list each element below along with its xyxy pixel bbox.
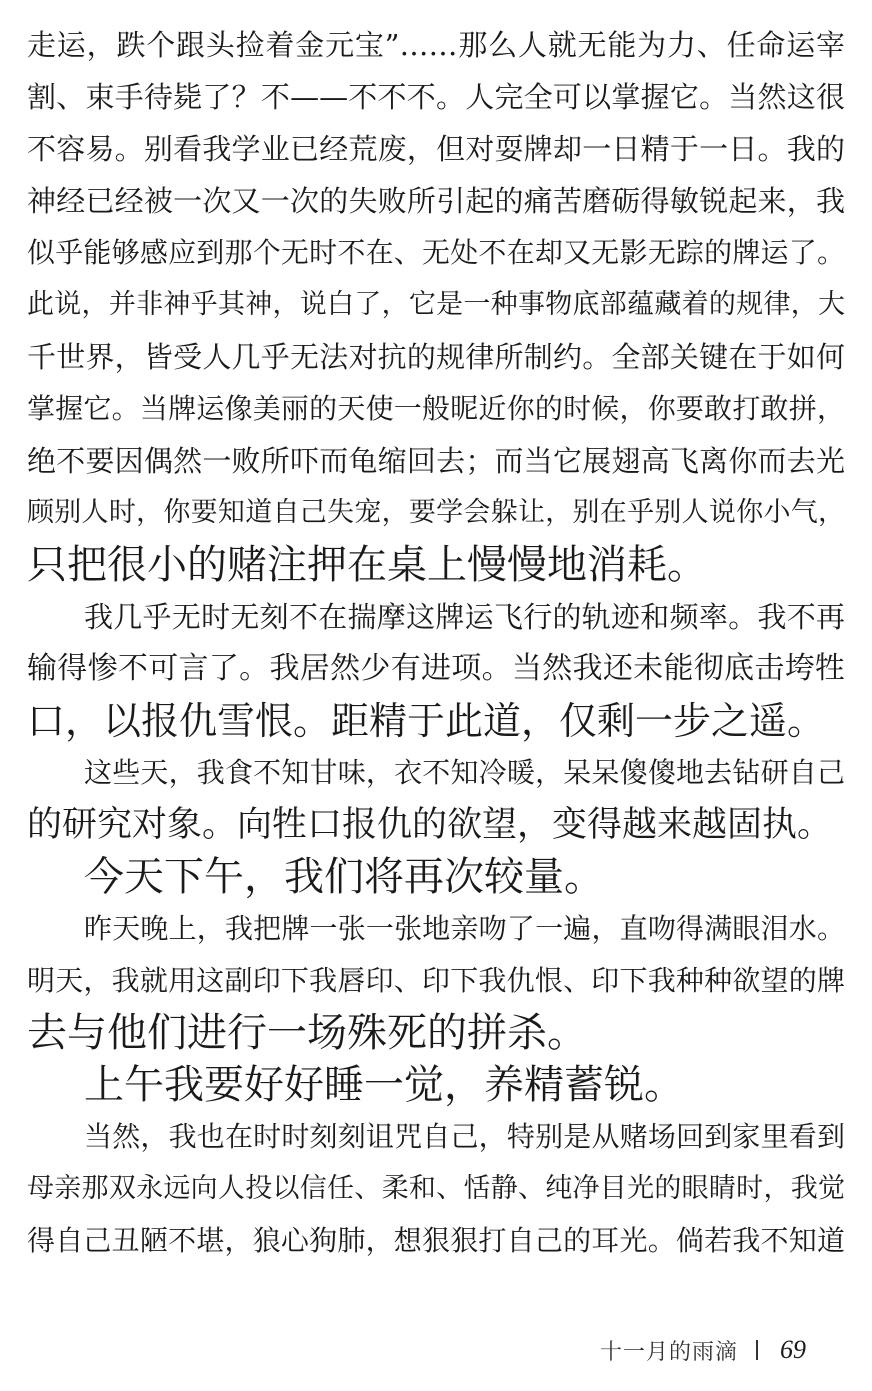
text-line: 此说，并非神乎其神，说白了，它是一种事物底部蕴藏着的规律，大 [27, 289, 845, 320]
paragraph-start-line: 这些天，我食不知甘味，衣不知冷暖，呆呆傻傻地去钻研自己 [84, 756, 845, 789]
text-line: 顾别人时，你要知道自己失宠，要学会躲让，别在乎别人说你小气， [27, 497, 845, 528]
text-line: 神经已经被一次又一次的失败所引起的痛苦磨砺得敏锐起来，我 [27, 184, 845, 218]
paragraph-start-line: 今天下午，我们将再次较量。 [84, 854, 604, 900]
text-line: 走运，跌个跟头捡着金元宝”……那么人就无能为力、任命运宰 [27, 28, 845, 62]
text-line: 千世界，皆受人几乎无法对抗的规律所制约。全部关键在于如何 [27, 340, 845, 374]
paragraph-start-line: 我几乎无时无刻不在揣摩这牌运飞行的轨迹和频率。我不再 [84, 600, 845, 634]
text-line: 明天，我就用这副印下我唇印、印下我仇恨、印下我种种欲望的牌 [27, 964, 845, 997]
text-line: 的研究对象。向牲口报仇的欲望，变得越来越固执。 [27, 805, 833, 845]
text-line: 去与他们进行一场殊死的拼杀。 [27, 1010, 587, 1056]
text-line: 母亲那双永远向人投以信任、柔和、恬静、纯净目光的眼睛时，我觉 [27, 1173, 845, 1204]
text-line: 口，以报仇雪恨。距精于此道，仅剩一步之遥。 [27, 699, 826, 743]
text-line: 掌握它。当牌运像美丽的天使一般昵近你的时候，你要敢打敢拼， [27, 392, 845, 425]
paragraph-start-line: 当然，我也在时时刻刻诅咒自己，特别是从赌场回到家里看到 [84, 1120, 845, 1153]
footer-separator [756, 1340, 758, 1360]
text-line: 输得惨不可言了。我居然少有进项。当然我还未能彻底击垮牲 [27, 651, 845, 686]
text-line: 得自己丑陋不堪，狼心狗肺，想狠狠打自己的耳光。倘若我不知道 [27, 1224, 845, 1257]
text-line: 只把很小的赌注押在桌上慢慢地消耗。 [27, 542, 707, 588]
page-footer [600, 1332, 806, 1368]
paragraph-start-line: 昨天晚上，我把牌一张一张地亲吻了一遍，直吻得满眼泪水。 [84, 912, 845, 945]
paragraph-start-line: 上午我要好好睡一觉，养精蓄锐。 [84, 1062, 684, 1108]
text-line: 不容易。别看我学业已经荒废，但对耍牌却一日精于一日。我的 [27, 132, 845, 166]
text-line: 似乎能够感应到那个无时不在、无处不在却又无影无踪的牌运了。 [27, 236, 845, 269]
running-title: 十一月的雨滴 [600, 1339, 739, 1365]
page-number: 69 [780, 1335, 807, 1364]
text-line: 绝不要因偶然一败所吓而龟缩回去；而当它展翅高飞离你而去光 [27, 444, 845, 478]
text-line: 割、束手待毙了？不——不不不。人完全可以掌握它。当然这很 [27, 80, 845, 114]
